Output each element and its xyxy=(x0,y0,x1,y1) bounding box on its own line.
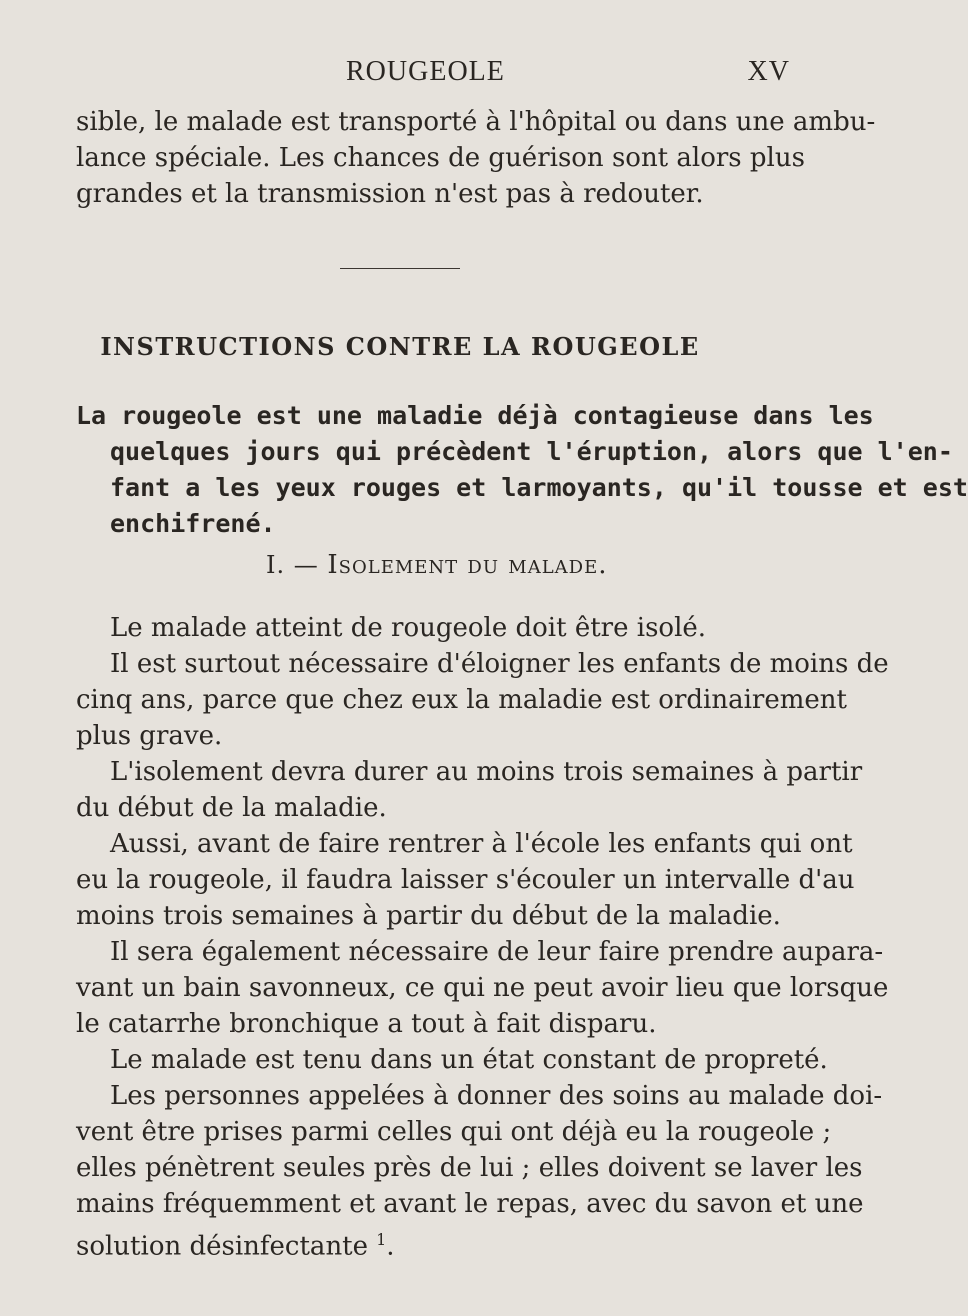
body-line: cinq ans, parce que chez eux la maladie est ordinairement xyxy=(76,685,847,715)
body-line: mains fréquemment et avant le repas, avec du savon et une xyxy=(76,1189,864,1219)
body-line: elles pénètrent seules près de lui ; elles doivent se laver les xyxy=(76,1153,863,1183)
body-line: eu la rougeole, il faudra laisser s'écouler un intervalle d'au xyxy=(76,865,855,895)
intro-line: La rougeole est une maladie déjà contagieuse dans les xyxy=(76,401,874,430)
body-line: du début de la maladie. xyxy=(76,793,387,823)
subsection-title: Isolement du malade. xyxy=(327,550,608,580)
body-line: Les personnes appelées à donner des soins au malade doi- xyxy=(110,1081,883,1111)
body-line: le catarrhe bronchique a tout à fait disparu. xyxy=(76,1009,657,1039)
subsection-dash: — xyxy=(293,551,319,579)
body-line: Il sera également nécessaire de leur faire prendre aupara- xyxy=(110,937,884,967)
body-line-text: solution désinfectante xyxy=(76,1231,369,1262)
footnote-reference-trail: . xyxy=(386,1231,395,1262)
body-line: plus grave. xyxy=(76,721,223,751)
body-line-with-note xyxy=(76,1222,782,1265)
paragraph-line: grandes et la transmission n'est pas à redouter. xyxy=(76,179,704,209)
body-line: vent être prises parmi celles qui ont déjà eu la rougeole ; xyxy=(76,1117,832,1147)
body-line: Le malade est tenu dans un état constant de propreté. xyxy=(110,1045,828,1075)
footnote-reference[interactable]: 1 xyxy=(376,1231,387,1249)
page-number: XV xyxy=(747,56,790,87)
body-line: L'isolement devra durer au moins trois semaines à partir xyxy=(110,757,863,787)
running-head xyxy=(0,56,800,90)
body-line: Aussi, avant de faire rentrer à l'école les enfants qui ont xyxy=(110,829,853,859)
intro-line: quelques jours qui précèdent l'éruption, alors que l'en- xyxy=(110,437,953,466)
subsection-heading xyxy=(266,548,608,582)
paragraph-line: lance spéciale. Les chances de guérison sont alors plus xyxy=(76,143,805,173)
body-line: Le malade atteint de rougeole doit être isolé. xyxy=(110,613,707,643)
section-title: INSTRUCTIONS CONTRE LA ROUGEOLE xyxy=(100,332,700,361)
body-line: vant un bain savonneux, ce qui ne peut avoir lieu que lorsque xyxy=(76,973,889,1003)
subsection-numeral: I. xyxy=(266,551,286,579)
body-line: moins trois semaines à partir du début de la maladie. xyxy=(76,901,781,931)
section-divider xyxy=(340,268,460,269)
intro-line: enchifrené. xyxy=(110,509,276,538)
running-head-title: ROUGEOLE xyxy=(346,56,505,87)
paragraph-line: sible, le malade est transporté à l'hôpital ou dans une ambu- xyxy=(76,107,876,137)
body-line: Il est surtout nécessaire d'éloigner les enfants de moins de xyxy=(110,649,889,679)
intro-line: fant a les yeux rouges et larmoyants, qu'il tousse et est xyxy=(110,473,968,502)
